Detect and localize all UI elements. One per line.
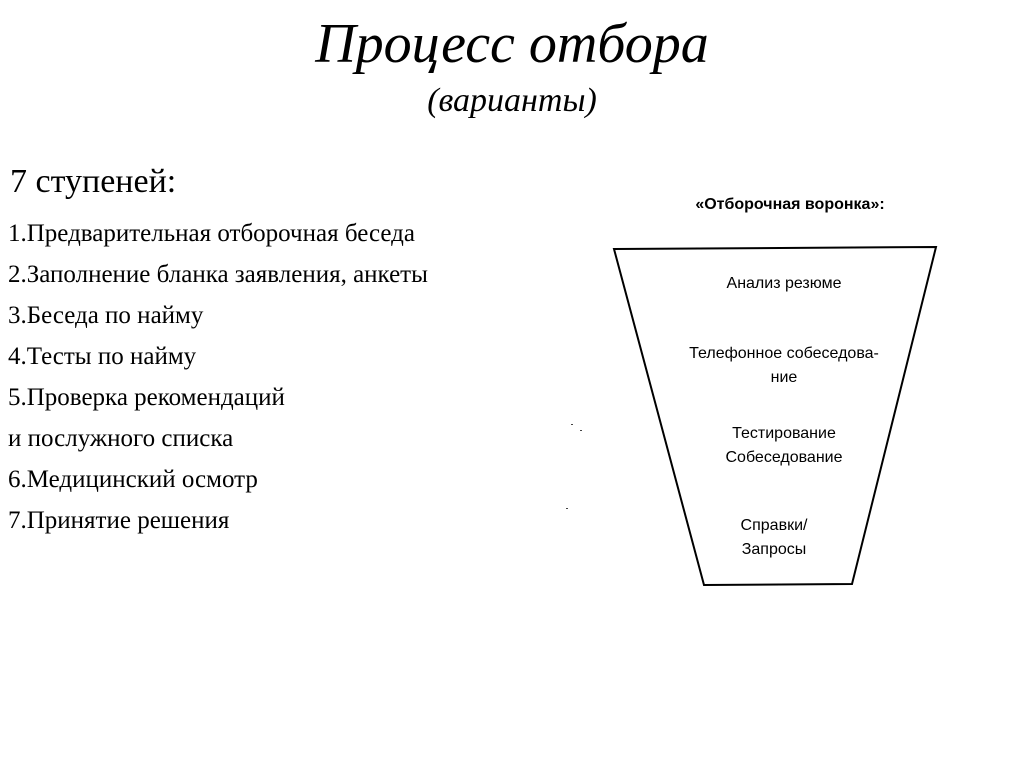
funnel-stage-2-line-1: Телефонное собеседова- — [689, 345, 879, 362]
slide-subtitle: (варианты) — [427, 82, 597, 119]
step-item-3: 3.Беседа по найму — [8, 302, 204, 329]
step-item-5: 5.Проверка рекомендаций — [8, 384, 285, 411]
step-item-2: 2.Заполнение бланка заявления, анкеты — [8, 261, 428, 288]
scan-speck — [571, 424, 573, 425]
funnel-stage-1 — [674, 272, 894, 296]
steps-list — [8, 213, 428, 541]
funnel-title: «Отборочная воронка»: — [695, 196, 885, 213]
scan-speck — [580, 430, 582, 431]
funnel-stage-3-line-2: Собеседование — [725, 449, 843, 466]
funnel-stage-4 — [694, 514, 854, 562]
funnel-stage-4-line-2: Запросы — [741, 541, 807, 558]
step-item-4: 4.Тесты по найму — [8, 343, 197, 370]
funnel-stage-2 — [664, 342, 904, 390]
scan-speck — [566, 508, 568, 509]
step-item-6: 6.Медицинский осмотр — [8, 466, 258, 493]
step-item-5-continued: и послужного списка — [8, 425, 234, 452]
funnel-stage-4-line-1: Справки/ — [740, 517, 808, 534]
funnel-stage-1-line-1: Анализ резюме — [726, 275, 842, 292]
step-item-7: 7.Принятие решения — [8, 507, 230, 534]
steps-heading: 7 ступеней: — [10, 163, 177, 200]
funnel-stage-2-line-2: ние — [770, 369, 798, 386]
funnel-stage-3 — [674, 422, 894, 470]
slide-title: Процесс отбора — [315, 13, 709, 75]
step-item-1: 1.Предварительная отборочная беседа — [8, 220, 415, 247]
funnel-stage-3-line-1: Тестирование — [732, 425, 836, 442]
